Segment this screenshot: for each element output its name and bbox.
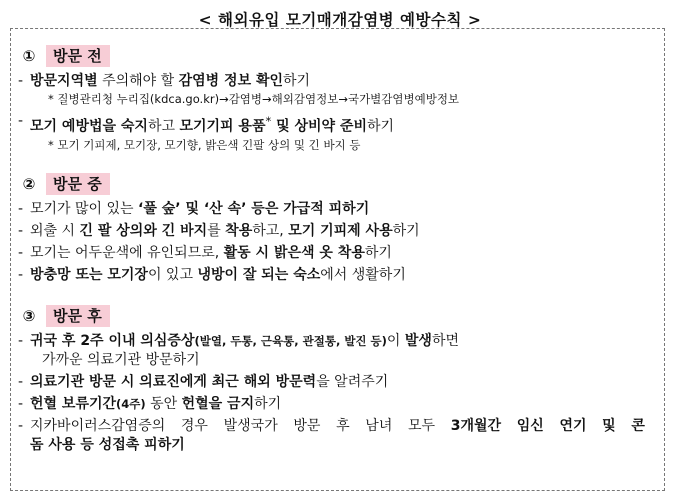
item-text-bold: 냉방이 잘 되는 숙소 [197,267,321,283]
list-item [18,332,645,351]
item-text: 동안 [145,396,182,412]
word-bold: 임신 [516,418,544,434]
list-item [18,222,420,241]
section-header [18,304,645,328]
item-text-small: (발열, 두통, 근육통, 관절통, 발진 등) [194,334,387,348]
list-item [18,112,459,137]
word-bold: 연기 [559,418,587,434]
list-item [18,266,420,285]
section-number: ② [22,175,36,193]
section-during-visit [18,172,420,285]
item-note: * 질병관리청 누리집(kdca.go.kr)→감염병→해외감염정보→국가별감염병예방정보 [48,92,460,106]
bullet-dash: - [18,418,24,434]
bullet-dash: - [18,113,24,129]
section-header [18,44,459,68]
item-text-bold: 긴 팔 상의와 긴 바지 [79,223,208,239]
bullet-dash: - [18,245,24,261]
bullet-dash: - [18,73,24,89]
word-bold: 콘 [631,418,645,434]
section-label: 방문 후 [46,305,110,327]
item-text: 이 있고 [147,267,198,283]
section-number: ① [22,47,36,65]
list-item [18,244,420,263]
section-number: ③ [22,307,36,325]
section-label: 방문 중 [46,173,110,195]
item-continuation: 돔 사용 등 성접촉 피하기 [30,437,185,453]
bullet-dash: - [18,223,24,239]
item-text: 하고, [252,223,289,239]
item-text-bold: 모기기피 용품 [179,118,266,135]
item-text-bold: 방문지역별 [30,73,98,89]
list-item [18,395,645,414]
section-before-visit [18,44,459,154]
page-title: < 해외유입 모기매개감염병 예방수칙 > [198,11,482,29]
item-text-bold: ‘풀 숲’ 및 ‘산 속’ 등은 가급적 피하기 [138,201,370,217]
item-text: 하고 [147,118,180,135]
word-bold: 및 [602,418,616,434]
item-continuation: 가까운 의료기관 방문하기 [42,352,200,368]
bullet-dash: - [18,396,24,412]
list-item [18,200,420,219]
item-text: 에서 생활하기 [320,267,406,283]
item-text-bold: 모기 기피제 사용 [288,223,393,239]
word: 발생국가 [223,418,278,434]
item-text: 외출 시 [30,223,80,239]
item-text: 하기 [392,223,420,239]
word: 지카바이러스감염증의 [30,418,166,434]
item-text: 를 [207,223,226,239]
word: 후 [336,418,350,434]
item-text-bold: 귀국 후 2주 이내 의심증상 [30,333,195,349]
word: 모두 [408,418,436,434]
item-text-bold: 의료기관 방문 시 의료진에게 최근 해외 방문력 [30,374,317,390]
item-text-bold: 발생 [404,333,432,349]
word-bold: 3개월간 [450,418,502,434]
item-text-bold: 및 상비약 준비 [271,118,368,135]
bullet-dash: - [18,201,24,217]
item-text: 모기는 어두운색에 유인되므로, [30,245,224,261]
section-label: 방문 전 [46,45,110,67]
bullet-dash: - [18,267,24,283]
item-text: 하기 [364,245,392,261]
item-text: 주의해야 할 [97,73,179,89]
bullet-dash: - [18,374,24,390]
word: 경우 [180,418,208,434]
item-text: 이 [386,333,405,349]
item-text: 을 알려주기 [316,374,389,390]
item-text-bold: 헌혈 보류기간 [30,396,117,412]
item-text-bold: 착용 [225,223,253,239]
bullet-dash: - [18,333,24,349]
section-after-visit [18,304,645,455]
item-text-small: (4주) [116,397,146,411]
item-text: 하면 [431,333,460,349]
item-text-bold: 감염병 정보 확인 [178,73,284,89]
item-text-bold: 방충망 또는 모기장 [30,267,148,283]
item-text-bold: 모기 예방법을 숙지 [30,118,148,135]
item-text: 모기가 많이 있는 [30,201,139,217]
item-text: 하기 [367,118,395,135]
section-header [18,172,420,196]
item-text-bold: 활동 시 밝은색 옷 착용 [223,245,365,261]
item-text: 하기 [254,396,282,412]
justified-line [30,417,645,436]
list-item [18,72,459,91]
item-note: * 모기 기피제, 모기장, 모기향, 밝은색 긴팔 상의 및 긴 바지 등 [48,137,361,152]
list-item [18,373,645,392]
list-item [18,417,645,436]
word: 남녀 [365,418,393,434]
word: 방문 [293,418,321,434]
item-text-bold: 헌혈을 금지 [181,396,255,412]
item-text: 하기 [283,73,311,89]
footnote-mark: * [265,114,272,128]
